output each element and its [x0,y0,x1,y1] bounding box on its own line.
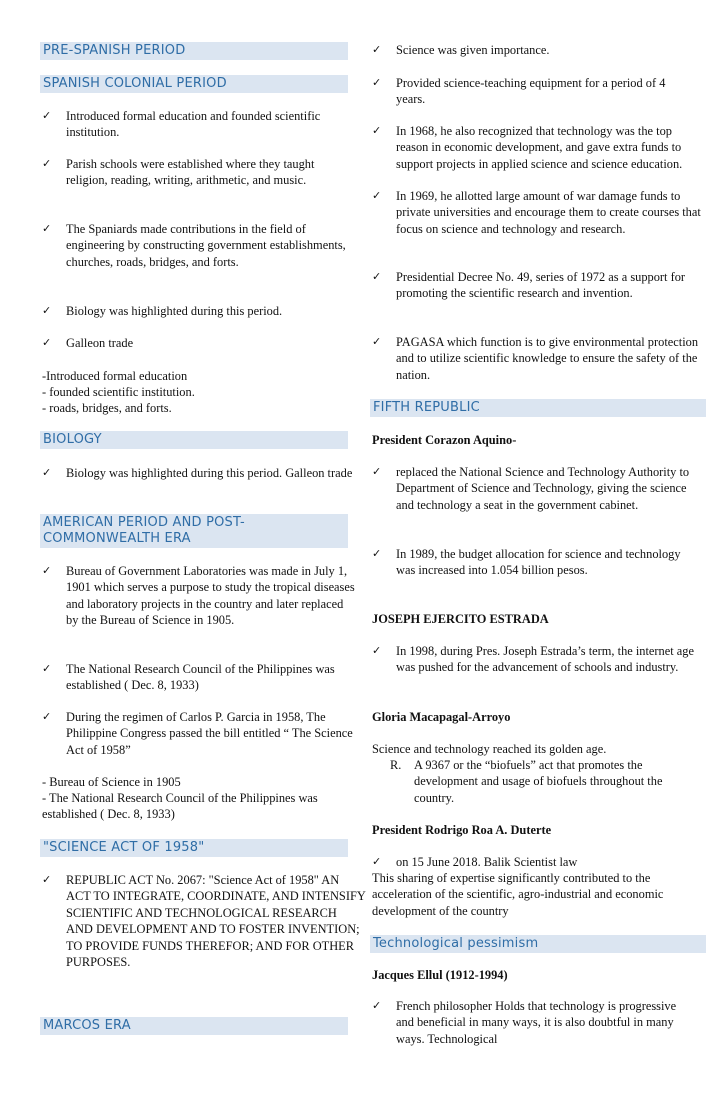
list-item: ✓ Parish schools were established where they taught religion, reading, writing, arithmetic, and music. [42,157,315,188]
check-icon: ✓ [42,336,52,349]
list-item: R. A 9367 or the “biofuels” act that promotes the development and usage of biofuels throughout the country. [390,758,663,805]
note-line: - founded scientific institution. [42,385,195,399]
check-icon: ✓ [372,855,382,868]
heading-marcos-era: MARCOS ERA [40,1017,348,1035]
subheading-arroyo: Gloria Macapagal-Arroyo [372,710,511,724]
heading-fifth-republic: FIFTH REPUBLIC [370,399,706,417]
list-item: ✓ Presidential Decree No. 49, series of 1972 as a support for promoting the scientific research and invention. [372,270,686,301]
list-item: ✓ REPUBLIC ACT No. 2067: "Science Act of 1958" AN ACT TO INTEGRATE, COORDINATE, AND INTENSIFY SCIENTIFIC AND TECHNOLOGICAL RESEARCH AND DEVELOPMENT AND TO FOSTER INVENTION; TO PROVIDE FUNDS THEREFOR; AND FOR OTHER PURPOSES. [42,873,366,970]
heading-technological-pessimism: Technological pessimism [370,935,706,953]
note-line: - roads, bridges, and forts. [42,401,172,415]
check-icon: ✓ [372,644,382,657]
check-icon: ✓ [42,304,52,317]
heading-pre-spanish: PRE-SPANISH PERIOD [40,42,348,60]
check-icon: ✓ [372,76,382,89]
list-item: ✓ In 1989, the budget allocation for science and technology was increased into 1.054 billion pesos. [372,547,681,578]
list-item: ✓ replaced the National Science and Technology Authority to Department of Science and Technology, giving the science and technology a seat in the government cabinet. [372,465,690,512]
check-icon: ✓ [372,465,382,478]
heading-american-period: AMERICAN PERIOD AND POST-COMMONWEALTH ERA [40,514,348,548]
list-item: ✓ Galleon trade [42,336,134,350]
list-item: ✓ During the regimen of Carlos P. Garcia in 1958, The Philippine Congress passed the bill entitled “ The Science Act of 1958” [42,710,353,757]
heading-biology: BIOLOGY [40,431,348,449]
check-icon: ✓ [372,547,382,560]
duterte-text: This sharing of expertise significantly contributed to the acceleration of the scientific, agro-industrial and economic development of the country [372,871,664,918]
check-icon: ✓ [372,270,382,283]
list-item: ✓ Provided science-teaching equipment for a period of 4 years. [372,76,666,107]
check-icon: ✓ [372,124,382,137]
list-item: ✓ on 15 June 2018. Balik Scientist law [372,855,578,869]
check-icon: ✓ [42,564,52,577]
heading-science-act: "SCIENCE ACT OF 1958" [40,839,348,857]
check-icon: ✓ [42,710,52,723]
note-line: -Introduced formal education [42,369,188,383]
list-item: ✓ The Spaniards made contributions in the field of engineering by constructing government establishments, churches, roads, bridges, and forts. [42,222,346,269]
list-item: ✓ In 1969, he allotted large amount of war damage funds to private universities and encourage them to create courses that focus on science and technology and research. [372,189,701,236]
arroyo-text: Science and technology reached its golden age. [372,742,607,756]
check-icon: ✓ [42,157,52,170]
subheading-estrada: JOSEPH EJERCITO ESTRADA [372,612,549,626]
list-item: ✓ Science was given importance. [372,43,550,57]
subheading-aquino: President Corazon Aquino- [372,433,517,447]
check-icon: ✓ [42,662,52,675]
check-icon: ✓ [372,43,382,56]
check-icon: ✓ [42,109,52,122]
list-item: ✓ The National Research Council of the Philippines was established ( Dec. 8, 1933) [42,662,335,693]
heading-spanish-colonial: SPANISH COLONIAL PERIOD [40,75,348,93]
list-item: ✓ PAGASA which function is to give environmental protection and to utilize scientific knowledge to ensure the safety of the nation. [372,335,699,382]
list-item: ✓ In 1998, during Pres. Joseph Estrada’s term, the internet age was pushed for the advancement of schools and industry. [372,644,694,675]
check-icon: ✓ [372,335,382,348]
list-item: ✓ In 1968, he also recognized that technology was the top reason in economic development, and gave extra funds to support projects in applied science and science education. [372,124,683,171]
check-icon: ✓ [42,873,52,886]
note-line: - Bureau of Science in 1905 [42,775,181,789]
check-icon: ✓ [372,189,382,202]
list-item: ✓ Biology was highlighted during this period. Galleon trade [42,466,353,480]
check-icon: ✓ [372,999,382,1012]
check-icon: ✓ [42,222,52,235]
list-item: ✓ Bureau of Government Laboratories was made in July 1, 1901 which serves a purpose to study the tropical diseases and laboratory projects in the country and later replaced by the Bureau of Science in 1905. [42,564,355,628]
subheading-duterte: President Rodrigo Roa A. Duterte [372,823,552,837]
subheading-ellul: Jacques Ellul (1912-1994) [372,968,508,982]
note-line: - The National Research Council of the Philippines was established ( Dec. 8, 1933) [42,791,318,822]
check-icon: ✓ [42,466,52,479]
list-item: ✓ Introduced formal education and founded scientific institution. [42,109,321,140]
list-item: ✓ Biology was highlighted during this period. [42,304,283,318]
list-item: ✓ French philosopher Holds that technology is progressive and beneficial in many ways, it is also doubtful in many ways. Technological [372,999,677,1046]
